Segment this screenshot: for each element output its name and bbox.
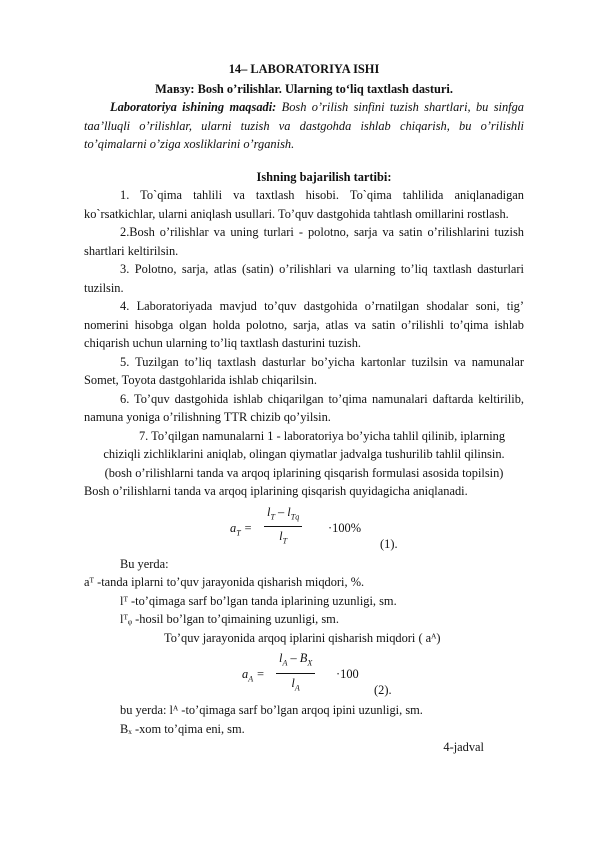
formula-1	[84, 501, 524, 555]
formula-2	[84, 647, 524, 701]
formula-2-lhs: $a_A$ =	[242, 667, 265, 684]
step-2: 2.Bosh o’rilishlar va uning turlari - polotno, sarja va satin o’rilishlarini tuzish shartlari keltirilsin.	[84, 225, 524, 258]
lab-title: 14– LABORATORIYA ISHI	[228, 62, 380, 76]
aim-paragraph	[84, 98, 524, 154]
where-a-t: aᵀ -tanda iplarni to’quv jarayonida qisharish miqdori, %.	[84, 575, 365, 589]
formula-1-lhs: $a_T$ =	[230, 520, 253, 537]
lab-topic: Mавзу: Bosh o’rilishlar. Ularning to‘liq taxtlash dasturi.	[155, 81, 453, 96]
procedure-note: (bosh o’rilishlarni tanda va arqoq iplarining qisqarish formulasi asosida topilsin)	[104, 465, 504, 480]
aim-text: Bosh o’rilish sinfini tuzish shartlari, bu sinfga taa’lluqli o’rilishlar, ularni tuzish va dastgohda ishlab chiqarish, bu o’rilishli to’qimalarni o’ziga xosliklarini o’rganish.	[84, 100, 524, 151]
formula-1-tail: ·100%	[328, 520, 362, 535]
procedure-heading: Ishning bajarilish tartibi:	[256, 169, 392, 184]
where-l-tq: lᵀᵩ -hosil bo’lgan to’qimaining uzunligi, sm.	[120, 612, 339, 626]
formula-1-fraction: $l_T - l_{Tq}$ $l_T$	[264, 503, 302, 552]
where-b-x: Bₓ -xom to’qima eni, sm.	[120, 721, 245, 736]
where-label: Bu yerda:	[120, 556, 169, 571]
formula-2-number: (2).	[374, 683, 392, 697]
aim-label: Laboratoriya ishining maqsadi:	[110, 100, 277, 114]
step-6: 6. To’quv dastgohida ishlab chiqarilgan to’qima namunalari daftarda keltirilib, namuna yoniga o’rilishning TTR chizib qo’yilsin.	[84, 391, 524, 424]
formula-1-number: (1).	[380, 536, 398, 551]
formula-2-fraction: $\frac{l_A - B_X}{l_A}$	[276, 649, 315, 698]
procedure-intro: Bosh o’rilishlarni tanda va arqoq iplarining qisqarish quyidagicha aniqlanadi.	[84, 484, 468, 498]
step-1: 1. To`qima tahlili va taxtlash hisobi. To`qima tahlilida aniqlanadigan ko`rsatkichlar, ularni aniqlash usullari. To’quv dastgohida tahtlash omillarini rostlash.	[84, 188, 524, 221]
step-5: 5. Tuzilgan to’liq taxtlash dasturlar bo’yicha kartonlar tuzilsin va namunalar Somet, Toyota dastgohlarida ishlab chiqarilsin.	[84, 354, 524, 387]
step-3: 3. Polotno, sarja, atlas (satin) o’rilishlari va ularning to’liq taxtlash dasturlari tuzilsin.	[84, 262, 524, 295]
formula-2-tail: ·100	[336, 667, 359, 681]
where-l-a: bu yerda: lᴬ -to’qimaga sarf bo’lgan arqoq ipini uzunligi, sm.	[120, 703, 423, 717]
step-7: 7. To’qilgan namunalarni 1 - laboratoriya bo’yicha tahlil qilinib, iplarning chiziqli zichliklarini aniqlab, olingan qiymatlar jadvalga tushurilib tahlil qilinsin.	[103, 428, 506, 461]
step-4: 4. Laboratoriyada mavjud to’quv dastgohida o’rnatilgan shodalar soni, tig’ nomerini hisobga olgan holda polotno, sarja, atlas va satin o’rilishli to’qima ishlab chiqarish uchun ularning to’liq taxtlash dasturini tuzish.	[84, 299, 524, 350]
weft-shrinkage-intro: To’quv jarayonida arqoq iplarini qisharish miqdori ( aᴬ)	[164, 630, 441, 645]
document-page	[84, 60, 524, 757]
table-reference: 4-jadval	[443, 740, 484, 754]
where-l-t: lᵀ -to’qimaga sarf bo’lgan tanda iplarining uzunligi, sm.	[120, 593, 397, 608]
